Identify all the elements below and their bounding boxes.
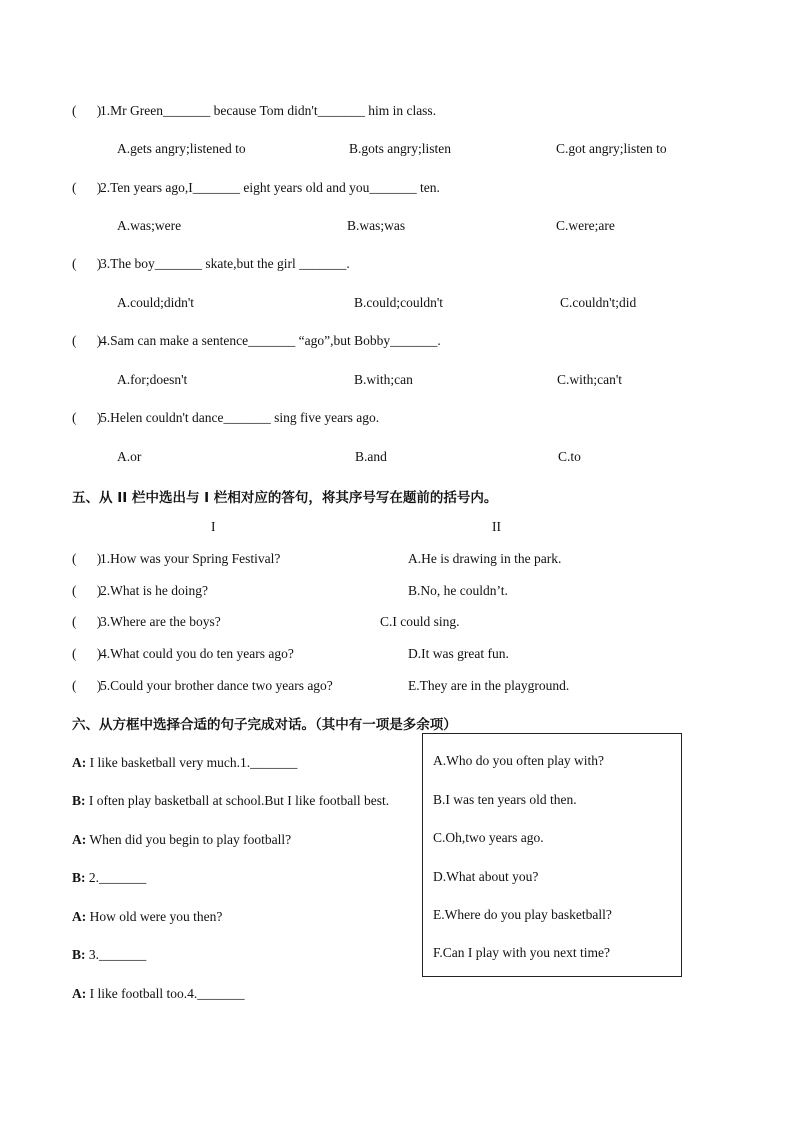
match-question: 1.How was your Spring Festival? — [100, 551, 281, 566]
question-stem: 1.Mr Green_______ because Tom didn't_______ him in class. — [100, 103, 437, 118]
box-option: E.Where do you play basketball? — [433, 907, 612, 922]
option-c: C.got angry;listen to — [556, 141, 667, 156]
option-a: A.was;were — [117, 218, 182, 233]
column-header-i: I — [211, 519, 216, 534]
options-box — [422, 733, 682, 977]
speaker-label: A: — [72, 909, 87, 924]
match-answer: A.He is drawing in the park. — [408, 551, 562, 566]
section-heading: 六、从方框中选择合适的句子完成对话。（其中有一项是多余项） — [72, 717, 457, 733]
match-answer: E.They are in the playground. — [408, 678, 570, 693]
option-b: B.was;was — [347, 218, 406, 233]
question-stem: 4.Sam can make a sentence_______ “ago”,but Bobby_______. — [100, 333, 441, 348]
box-option: F.Can I play with you next time? — [433, 945, 611, 960]
dialogue-text: I like basketball very much.1._______ — [86, 755, 298, 770]
speaker-label: B: — [72, 947, 86, 962]
match-question: 4.What could you do ten years ago? — [100, 646, 294, 661]
option-c: C.to — [558, 449, 581, 464]
match-question: 3.Where are the boys? — [100, 614, 221, 629]
dialogue-line — [72, 832, 291, 848]
answer-paren[interactable]: ( ) — [72, 256, 102, 271]
match-answer: C.I could sing. — [380, 614, 460, 629]
dialogue-line — [72, 909, 222, 925]
box-option: B.I was ten years old then. — [433, 792, 577, 807]
answer-paren[interactable]: ( ) — [72, 410, 102, 425]
question-stem: 3.The boy_______ skate,but the girl _______. — [100, 256, 350, 271]
match-question: 2.What is he doing? — [100, 583, 208, 598]
dialogue-text: 3._______ — [85, 947, 147, 962]
answer-paren[interactable]: ( ) — [72, 103, 102, 118]
option-b: B.could;couldn't — [354, 295, 444, 310]
option-a: A.for;doesn't — [117, 372, 188, 387]
dialogue-text: How old were you then? — [86, 909, 223, 924]
speaker-label: B: — [72, 793, 86, 808]
dialogue-text: 2._______ — [85, 870, 147, 885]
option-b: B.and — [355, 449, 387, 464]
answer-paren[interactable]: ( ) — [72, 333, 102, 348]
answer-paren[interactable]: ( ) — [72, 614, 102, 629]
dialogue-line — [72, 793, 389, 809]
box-option: A.Who do you often play with? — [433, 753, 604, 768]
column-header-ii: II — [492, 519, 501, 534]
option-c: C.with;can't — [557, 372, 623, 387]
question-stem: 5.Helen couldn't dance_______ sing five years ago. — [100, 410, 380, 425]
dialogue-line — [72, 755, 297, 771]
dialogue-line — [72, 870, 146, 886]
option-b: B.with;can — [354, 372, 413, 387]
match-answer: B.No, he couldn’t. — [408, 583, 508, 598]
speaker-label: B: — [72, 870, 86, 885]
dialogue-text: I often play basketball at school.But I like football best. — [85, 793, 390, 808]
option-a: A.could;didn't — [117, 295, 195, 310]
match-question: 5.Could your brother dance two years ago? — [100, 678, 333, 693]
box-option: D.What about you? — [433, 869, 539, 884]
option-a: A.gets angry;listened to — [117, 141, 246, 156]
option-b: B.gots angry;listen — [349, 141, 451, 156]
answer-paren[interactable]: ( ) — [72, 583, 102, 598]
dialogue-text: I like football too.4._______ — [86, 986, 245, 1001]
question-stem: 2.Ten years ago,I_______ eight years old and you_______ ten. — [100, 180, 440, 195]
option-c: C.couldn't;did — [560, 295, 637, 310]
match-answer: D.It was great fun. — [408, 646, 509, 661]
dialogue-text: When did you begin to play football? — [86, 832, 292, 847]
speaker-label: A: — [72, 986, 87, 1001]
option-c: C.were;are — [556, 218, 615, 233]
answer-paren[interactable]: ( ) — [72, 551, 102, 566]
dialogue-line — [72, 947, 146, 963]
section-heading: 五、从 II 栏中选出与 I 栏相对应的答句，将其序号写在题前的括号内。 — [72, 490, 498, 506]
answer-paren[interactable]: ( ) — [72, 180, 102, 195]
answer-paren[interactable]: ( ) — [72, 646, 102, 661]
speaker-label: A: — [72, 755, 87, 770]
answer-paren[interactable]: ( ) — [72, 678, 102, 693]
speaker-label: A: — [72, 832, 87, 847]
dialogue-line — [72, 986, 244, 1002]
box-option: C.Oh,two years ago. — [433, 830, 544, 845]
option-a: A.or — [117, 449, 142, 464]
